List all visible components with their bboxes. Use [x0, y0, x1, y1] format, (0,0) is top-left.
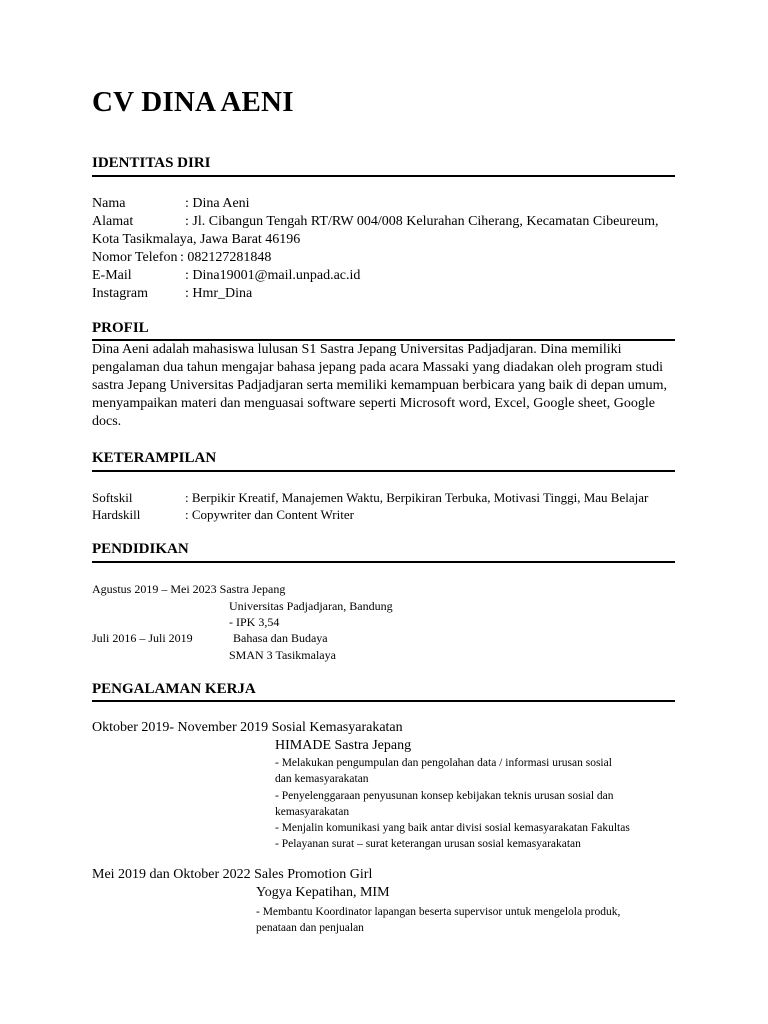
nama-label: Nama: [92, 196, 126, 211]
section-divider: [92, 175, 675, 177]
education-major-2: Bahasa dan Budaya: [233, 631, 328, 645]
section-divider: [92, 470, 675, 472]
profil-line: Dina Aeni adalah mahasiswa lulusan S1 Sastra Jepang Universitas Padjadjaran. Dina memiliki: [92, 342, 622, 357]
profil-line: sastra Jepang Universitas Padjadjaran serta memiliki kemampuan berbicara yang baik di depan umum,: [92, 378, 667, 393]
education-ipk: - IPK 3,54: [229, 615, 280, 629]
job-1-task-cont: kemasyarakatan: [275, 806, 350, 818]
section-heading-pengalaman: PENGALAMAN KERJA: [92, 681, 256, 697]
alamat-value: : Jl. Cibangun Tengah RT/RW 004/008 Kelurahan Ciherang, Kecamatan Cibeureum,: [185, 214, 659, 229]
hardskill-value: : Copywriter dan Content Writer: [185, 507, 354, 522]
education-entry-1: Agustus 2019 – Mei 2023 Sastra Jepang: [92, 582, 286, 596]
job-2-task-cont: penataan dan penjualan: [256, 922, 364, 934]
profil-line: docs.: [92, 414, 122, 429]
telefon-value: : 082127281848: [180, 250, 272, 265]
softskil-label: Softskil: [92, 490, 133, 505]
profil-paragraph: [92, 341, 692, 431]
email-value: : Dina19001@mail.unpad.ac.id: [185, 268, 361, 283]
section-heading-keterampilan: KETERAMPILAN: [92, 450, 217, 466]
job-2-task: - Membantu Koordinator lapangan beserta supervisor untuk mengelola produk,: [256, 906, 621, 918]
job-org-1: HIMADE Sastra Jepang: [275, 738, 412, 753]
alamat-label: Alamat: [92, 214, 134, 229]
alamat-continuation: Kota Tasikmalaya, Jawa Barat 46196: [92, 232, 301, 247]
job-entry-1: Oktober 2019- November 2019 Sosial Kemasyarakatan: [92, 720, 403, 735]
profil-line: pengalaman dua tahun mengajar bahasa jepang pada acara Massaki yang diadakan oleh program studi: [92, 360, 664, 375]
section-heading-pendidikan: PENDIDIKAN: [92, 541, 189, 557]
education-school-2: SMAN 3 Tasikmalaya: [229, 648, 336, 662]
job-1-task: - Menjalin komunikasi yang baik antar divisi sosial kemasyarakatan Fakultas: [275, 822, 630, 834]
job-org-2: Yogya Kepatihan, MIM: [256, 885, 390, 900]
hardskill-label: Hardskill: [92, 507, 141, 522]
job-1-task: - Melakukan pengumpulan dan pengolahan data / informasi urusan sosial: [275, 757, 612, 769]
document-title: CV DINA AENI: [92, 86, 294, 118]
section-heading-profil: PROFIL: [92, 320, 149, 336]
section-heading-identitas: IDENTITAS DIRI: [92, 155, 211, 171]
softskil-value: : Berpikir Kreatif, Manajemen Waktu, Berpikiran Terbuka, Motivasi Tinggi, Mau Belajar: [185, 490, 649, 505]
job-1-task: - Penyelenggaraan penyusunan konsep kebijakan teknis urusan sosial dan: [275, 790, 614, 802]
job-entry-2: Mei 2019 dan Oktober 2022 Sales Promotion Girl: [92, 867, 373, 882]
job-1-task-cont: dan kemasyarakatan: [275, 773, 369, 785]
email-label: E-Mail: [92, 268, 132, 283]
instagram-value: : Hmr_Dina: [185, 286, 253, 301]
telefon-label: Nomor Telefon: [92, 250, 178, 265]
section-divider: [92, 700, 675, 702]
job-1-task: - Pelayanan surat – surat keterangan urusan sosial kemasyarakatan: [275, 838, 581, 850]
education-school-1: Universitas Padjadjaran, Bandung: [229, 599, 393, 613]
section-divider: [92, 561, 675, 563]
profil-line: menyampaikan materi dan menguasai software seperti Microsoft word, Excel, Google sheet, Google: [92, 396, 655, 411]
instagram-label: Instagram: [92, 286, 148, 301]
nama-value: : Dina Aeni: [185, 196, 250, 211]
education-date-2: Juli 2016 – Juli 2019: [92, 631, 193, 645]
